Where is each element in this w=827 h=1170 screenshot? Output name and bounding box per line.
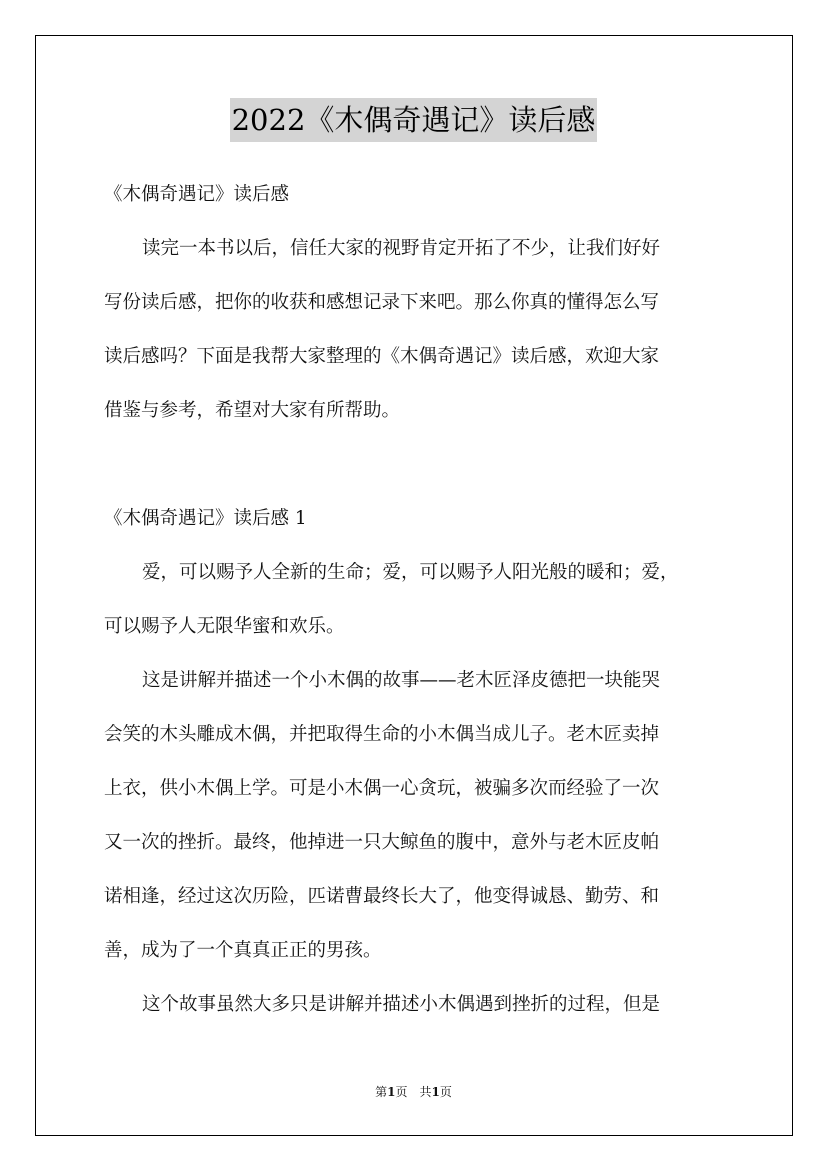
para2-line-1: 这是讲解并描述一个小木偶的故事——老木匠泽皮德把一块能哭	[142, 670, 661, 691]
para1-line-2: 可以赐予人无限华蜜和欢乐。	[104, 616, 345, 637]
page-footer	[0, 1083, 827, 1100]
footer-page-number: 1	[387, 1085, 396, 1099]
intro-line-3: 读后感吗？下面是我帮大家整理的《木偶奇遇记》读后感，欢迎大家	[104, 346, 660, 367]
document-subtitle: 《木偶奇遇记》读后感	[104, 184, 290, 205]
intro-line-1: 读完一本书以后，信任大家的视野肯定开拓了不少，让我们好好	[142, 238, 661, 259]
para3-line-1: 这个故事虽然大多只是讲解并描述小木偶遇到挫折的过程，但是	[142, 994, 661, 1015]
para2-line-2: 会笑的木头雕成木偶，并把取得生命的小木偶当成儿子。老木匠卖掉	[104, 724, 660, 745]
para1-line-1: 爱，可以赐予人全新的生命；爱，可以赐予人阳光般的暖和；爱，	[142, 562, 679, 583]
footer-mid: 页 共	[395, 1085, 432, 1099]
para2-line-3: 上衣，供小木偶上学。可是小木偶一心贪玩，被骗多次而经验了一次	[104, 778, 660, 799]
footer-prefix: 第	[375, 1085, 388, 1099]
intro-line-2: 写份读后感，把你的收获和感想记录下来吧。那么你真的懂得怎么写	[104, 292, 660, 313]
para2-line-5: 诺相逢，经过这次历险，匹诺曹最终长大了，他变得诚恳、勤劳、和	[104, 886, 660, 907]
title-container	[0, 98, 827, 142]
para2-line-4: 又一次的挫折。最终，他掉进一只大鲸鱼的腹中，意外与老木匠皮帕	[104, 832, 660, 853]
footer-suffix: 页	[439, 1085, 452, 1099]
document-title: 2022《木偶奇遇记》读后感	[230, 98, 598, 142]
section-heading: 《木偶奇遇记》读后感 1	[104, 508, 307, 529]
intro-line-4: 借鉴与参考，希望对大家有所帮助。	[104, 400, 401, 421]
para2-line-6: 善，成为了一个真真正正的男孩。	[104, 940, 382, 961]
footer-page-total: 1	[431, 1085, 440, 1099]
